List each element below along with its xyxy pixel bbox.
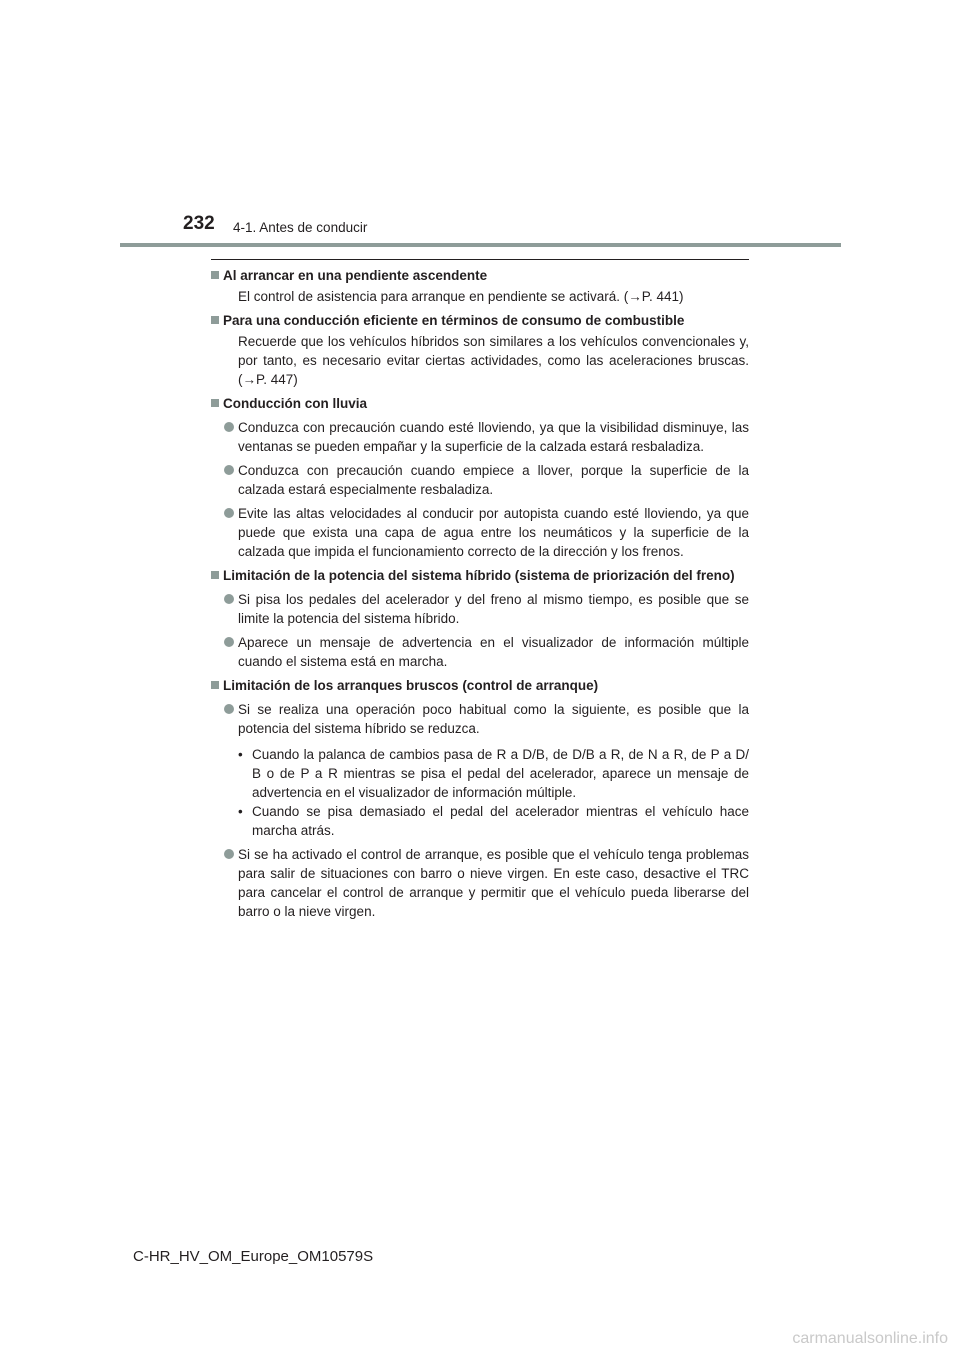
sub-item [238, 802, 749, 840]
bullet-item [238, 845, 749, 921]
sub-item-text: Cuando la palanca de cambios pasa de R a D/B, de D/B a R, de N a R, de P a D/ B o de P a R mientras se pisa el pedal del acelerador, aparece un mensaje de advertencia en el visualizador de información múltiple. [252, 747, 749, 800]
watermark: carmanualsonline.info [792, 1330, 948, 1347]
bullet-item [238, 590, 749, 628]
bullet-item [238, 700, 749, 738]
heading-rain-driving [211, 394, 749, 413]
small-dot-icon: • [238, 747, 243, 762]
heading-fuel-efficiency [211, 311, 749, 330]
page-number: 232 [183, 213, 215, 234]
square-icon [211, 681, 219, 689]
header-rule [120, 243, 841, 247]
heading-drive-start-control [211, 676, 749, 695]
paragraph: El control de asistencia para arranque en pendiente se activará. (→P. 441) [238, 289, 684, 304]
bullet-text: Si pisa los pedales del acelerador y del freno al mismo tiempo, es posible que se limite la potencia del sistema híbrido. [238, 592, 749, 626]
circle-bullet-icon [224, 465, 234, 475]
heading-text: Limitación de los arranques bruscos (control de arranque) [223, 678, 599, 693]
square-icon [211, 316, 219, 324]
square-icon [211, 571, 219, 579]
content-rule [211, 259, 749, 260]
bullet-item [238, 418, 749, 456]
circle-bullet-icon [224, 594, 234, 604]
circle-bullet-icon [224, 849, 234, 859]
content [211, 266, 749, 921]
bullet-text: Si se realiza una operación poco habitual como la siguiente, es posible que la potencia del sistema híbrido se reduzca. [238, 702, 749, 736]
heading-text: Al arrancar en una pendiente ascendente [223, 268, 488, 283]
sub-item [238, 745, 749, 802]
heading-power-limitation [211, 566, 749, 585]
bullet-text: Evite las altas velocidades al conducir por autopista cuando esté lloviendo, ya que puede que exista una capa de agua entre los neumáticos y la superficie de la calzada que impida el funcionamiento correcto de la dirección y los frenos. [238, 506, 749, 559]
paragraph: Recuerde que los vehículos híbridos son similares a los vehículos convencionales y, por tanto, es necesario evitar ciertas actividades, como las aceleraciones bruscas. (→P. 447) [238, 334, 749, 387]
bullet-item [238, 461, 749, 499]
circle-bullet-icon [224, 637, 234, 647]
sub-item-text: Cuando se pisa demasiado el pedal del acelerador mientras el vehículo hace marcha atrás. [252, 804, 749, 838]
square-icon [211, 399, 219, 407]
heading-hill-start [211, 266, 749, 285]
heading-text: Conducción con lluvia [223, 396, 368, 411]
section-title: 4-1. Antes de conducir [233, 220, 368, 235]
bullet-text: Si se ha activado el control de arranque, es posible que el vehículo tenga problemas para salir de situaciones con barro o nieve virgen. En este caso, desactive el TRC para cancelar el control de arranque y permitir que el vehículo pueda liberarse del barro o la nieve virgen. [238, 847, 749, 919]
bullet-item [238, 504, 749, 561]
circle-bullet-icon [224, 508, 234, 518]
bullet-text: Conduzca con precaución cuando empiece a llover, porque la superficie de la calzada estará especialmente resbaladiza. [238, 463, 749, 497]
small-dot-icon: • [238, 804, 243, 819]
square-icon [211, 271, 219, 279]
circle-bullet-icon [224, 704, 234, 714]
bullet-item [238, 633, 749, 671]
circle-bullet-icon [224, 422, 234, 432]
bullet-text: Conduzca con precaución cuando esté lloviendo, ya que la visibilidad disminuye, las ventanas se pueden empañar y la superficie de la calzada estará resbaladiza. [238, 420, 749, 454]
document-code: C-HR_HV_OM_Europe_OM10579S [133, 1248, 374, 1265]
heading-text: Limitación de la potencia del sistema híbrido (sistema de priorización del freno) [223, 568, 735, 583]
heading-text: Para una conducción eficiente en términos de consumo de combustible [223, 313, 685, 328]
bullet-text: Aparece un mensaje de advertencia en el visualizador de información múltiple cuando el sistema está en marcha. [238, 635, 749, 669]
